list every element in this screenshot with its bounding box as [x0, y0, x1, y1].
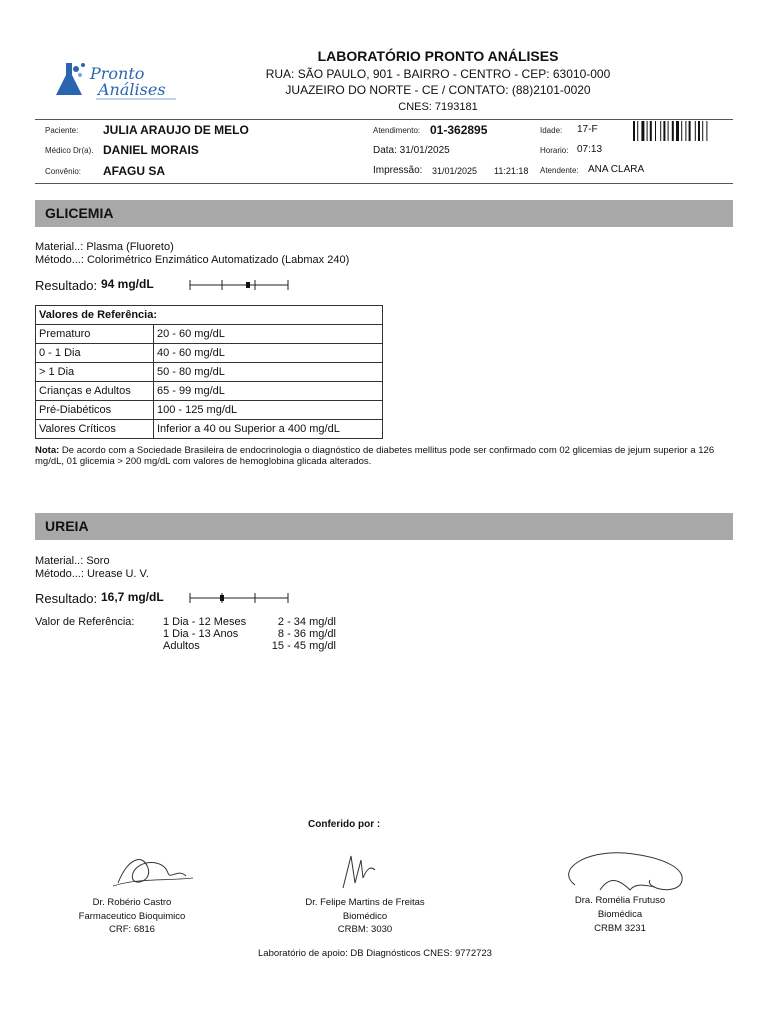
atendimento-value: 01-362895 — [430, 123, 488, 137]
barcode-bar — [685, 121, 686, 141]
table-row — [36, 420, 383, 439]
paciente-label: Paciente: — [45, 126, 79, 135]
glicemia-resultado-value: 94 mg/dL — [101, 277, 154, 291]
signer-2-name: Dr. Felipe Martins de Freitas — [305, 897, 425, 908]
ref-label: Crianças e Adultos — [36, 382, 154, 401]
barcode-bar — [676, 121, 679, 141]
signer-3-role: Biomédica — [597, 909, 643, 920]
impressao-label: Impressão: — [373, 165, 423, 176]
svg-text:Pronto: Pronto — [90, 64, 145, 83]
signature-roberio — [108, 848, 198, 893]
svg-text:Análises: Análises — [98, 80, 166, 99]
barcode-bar — [647, 121, 648, 141]
signer-2-role: Biomédico — [342, 911, 388, 922]
lab-logo — [36, 55, 186, 105]
nota-text: De acordo com a Sociedade Brasileira de endocrinologia o diagnóstico de diabetes mellitus pode ser confirmado com 02 glicemias de jejum superior a 126 mg/dL, 01 glicemia > 200 mg/dL com valores de hemoglobina glicada alterados. — [35, 445, 715, 467]
ref-label: Valores Críticos — [36, 420, 154, 439]
convenio-label: Convênio: — [45, 167, 82, 176]
ref-label: 0 - 1 Dia — [36, 344, 154, 363]
convenio-value: AFAGU SA — [103, 164, 166, 178]
ureia-marker — [220, 595, 224, 601]
ref-label: Prematuro — [36, 325, 154, 344]
conferido-label: Conferido por : — [308, 819, 381, 830]
glicemia-metodo: Método...: Colorimétrico Enzimático Automatizado (Labmax 240) — [35, 254, 350, 266]
signature-felipe — [335, 848, 380, 893]
ureia-ref-label: Valor de Referência: — [35, 616, 135, 628]
atendente-value: ANA CLARA — [588, 164, 645, 175]
flask-logo-icon — [36, 55, 186, 105]
signature-romelia — [555, 845, 695, 900]
barcode-bar — [672, 121, 674, 141]
barcode-bar — [698, 121, 700, 141]
glicemia-reference-table — [35, 305, 383, 439]
ref-table-header: Valores de Referência: — [36, 306, 383, 325]
table-row — [36, 401, 383, 420]
ref-value: 65 - 99 mg/dL — [154, 382, 383, 401]
glicemia-resultado-label: Resultado: — [35, 278, 98, 293]
ureia-section-header — [35, 513, 733, 540]
ureia-range-scale — [188, 591, 292, 605]
barcode-bar — [633, 121, 635, 141]
idade-value: 17-F — [577, 124, 598, 135]
ref-value: 40 - 60 mg/dL — [154, 344, 383, 363]
impressao-date: 31/01/2025 — [432, 166, 478, 176]
paciente-name: JULIA ARAUJO DE MELO — [103, 123, 249, 137]
ureia-resultado-value: 16,7 mg/dL — [101, 590, 164, 604]
apoio-text: Laboratório de apoio: DB Diagnósticos CNES: 9772723 — [258, 948, 492, 959]
barcode-bar — [641, 121, 644, 141]
medico-name: DANIEL MORAIS — [103, 143, 199, 157]
table-row — [36, 325, 383, 344]
barcode-bar — [650, 121, 652, 141]
ref-value: Inferior a 40 ou Superior a 400 mg/dL — [154, 420, 383, 439]
ureia-ref-age: 1 Dia - 13 Anos — [163, 628, 239, 640]
ureia-resultado-label: Resultado: — [35, 591, 98, 606]
glicemia-range-scale — [188, 278, 292, 292]
horario-label: Horario: — [540, 146, 569, 155]
glicemia-section-header — [35, 200, 733, 227]
atendimento-label: Atendimento: — [373, 126, 421, 135]
barcode-bar — [668, 121, 669, 141]
barcode-bar — [689, 121, 691, 141]
ref-label: Pré-Diabéticos — [36, 401, 154, 420]
horario-value: 07:13 — [577, 144, 603, 155]
table-row — [36, 363, 383, 382]
lab-title: LABORATÓRIO PRONTO ANÁLISES — [317, 48, 559, 64]
nota-label: Nota: — [35, 445, 60, 456]
glicemia-marker — [246, 282, 250, 288]
ref-value: 50 - 80 mg/dL — [154, 363, 383, 382]
ureia-ref-value: 2 - 34 mg/dl — [277, 616, 336, 628]
impressao-time: 11:21:18 — [494, 166, 529, 176]
ureia-ref-value: 8 - 36 mg/dl — [277, 628, 336, 640]
ureia-ref-value: 15 - 45 mg/dl — [271, 640, 336, 652]
table-row — [36, 382, 383, 401]
glicemia-material: Material..: Plasma (Fluoreto) — [35, 241, 174, 253]
ref-label: > 1 Dia — [36, 363, 154, 382]
barcode-bar — [695, 121, 696, 141]
lab-city-contact: JUAZEIRO DO NORTE - CE / CONTATO: (88)2101-0020 — [285, 83, 591, 97]
glicemia-nota — [35, 445, 735, 467]
barcode-bar — [660, 121, 661, 141]
ureia-ref-age: 1 Dia - 12 Meses — [163, 616, 247, 628]
barcode-bar — [702, 121, 703, 141]
signer-3-name: Dra. Romélia Frutuso — [574, 895, 666, 906]
atendente-label: Atendente: — [540, 166, 579, 175]
medico-label: Médico Dr(a). — [45, 146, 94, 155]
idade-label: Idade: — [540, 126, 563, 135]
lab-cnes: CNES: 7193181 — [398, 101, 478, 113]
ref-value: 100 - 125 mg/dL — [154, 401, 383, 420]
glicemia-title: GLICEMIA — [45, 205, 114, 221]
barcode-bar — [655, 121, 656, 141]
barcode-bar — [681, 121, 682, 141]
signer-1-name: Dr. Robério Castro — [92, 897, 172, 908]
signer-2-reg: CRBM: 3030 — [337, 924, 393, 935]
table-row — [36, 344, 383, 363]
lab-address: RUA: SÃO PAULO, 901 - BAIRRO - CENTRO - CEP: 63010-000 — [265, 67, 611, 81]
barcode-bar — [706, 121, 707, 141]
ureia-metodo: Método...: Urease U. V. — [35, 568, 149, 580]
ureia-title: UREIA — [45, 518, 89, 534]
signer-3-reg: CRBM 3231 — [594, 923, 646, 934]
barcode-bar — [663, 121, 665, 141]
ureia-material: Material..: Soro — [35, 555, 110, 567]
ref-value: 20 - 60 mg/dL — [154, 325, 383, 344]
barcode-bar — [637, 121, 638, 141]
data-value: Data: 31/01/2025 — [373, 145, 450, 156]
barcode — [633, 121, 729, 141]
signer-1-role: Farmaceutico Bioquimico — [78, 911, 186, 922]
signer-1-reg: CRF: 6816 — [109, 924, 155, 935]
ureia-ref-age: Adultos — [163, 640, 200, 652]
